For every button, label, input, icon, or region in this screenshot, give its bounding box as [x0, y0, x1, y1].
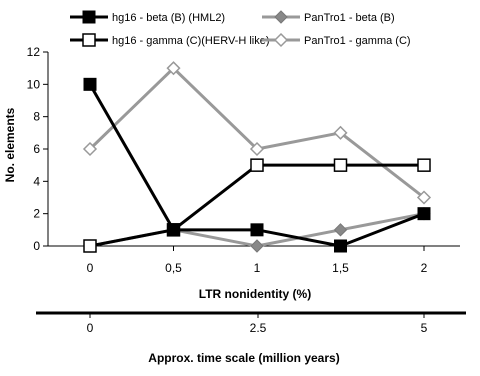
legend-label: PanTro1 - beta (B) [304, 12, 395, 24]
y-tick-label: 12 [26, 45, 40, 59]
data-point [83, 34, 95, 46]
time-scale-axis [36, 313, 466, 335]
series-markers-3 [84, 62, 430, 203]
legend-label: PanTro1 - gamma (C) [304, 35, 411, 47]
data-point [335, 240, 347, 252]
x-tick-label: 1 [253, 261, 261, 275]
series-line [90, 68, 424, 197]
x-tick-label: 0,5 [165, 261, 182, 275]
data-point [418, 159, 430, 171]
data-point [84, 240, 96, 252]
data-point [83, 11, 95, 23]
y-tick-label: 6 [33, 142, 40, 156]
data-point [275, 11, 287, 23]
time-scale-tick-label: 0 [86, 321, 94, 335]
data-point [335, 159, 347, 171]
series-3 [90, 68, 424, 197]
time-scale-label: Approx. time scale (million years) [148, 351, 340, 365]
y-tick-label: 10 [26, 77, 40, 92]
data-point [418, 208, 430, 220]
y-axis-label: No. elements [3, 107, 17, 183]
legend-item [70, 34, 270, 47]
x-tick-label: 2 [420, 261, 428, 275]
x-tick-label: 1,5 [332, 261, 349, 275]
data-point [251, 159, 263, 171]
y-tick-label: 2 [33, 206, 40, 221]
x-axis-label: LTR nonidentity (%) [198, 287, 312, 301]
data-point [168, 224, 180, 236]
data-point [84, 78, 96, 90]
data-point [251, 240, 263, 252]
y-tick-label: 0 [33, 239, 40, 253]
y-tick-label: 8 [33, 109, 40, 124]
y-tick-label: 4 [33, 174, 40, 189]
time-scale-tick-label: 2.5 [249, 321, 267, 335]
legend-label: hg16 - gamma (C)(HERV-H like) [112, 35, 270, 47]
series-layer [84, 62, 430, 252]
legend-item [262, 11, 395, 24]
x-tick-label: 0 [86, 261, 94, 275]
time-scale-tick-label: 5 [420, 321, 428, 335]
data-point [275, 34, 287, 46]
legend-label: hg16 - beta (B) (HML2) [112, 12, 226, 24]
data-point [251, 224, 263, 236]
data-point [335, 224, 347, 236]
legend [70, 11, 411, 47]
legend-item [262, 34, 411, 47]
legend-item [70, 11, 225, 24]
